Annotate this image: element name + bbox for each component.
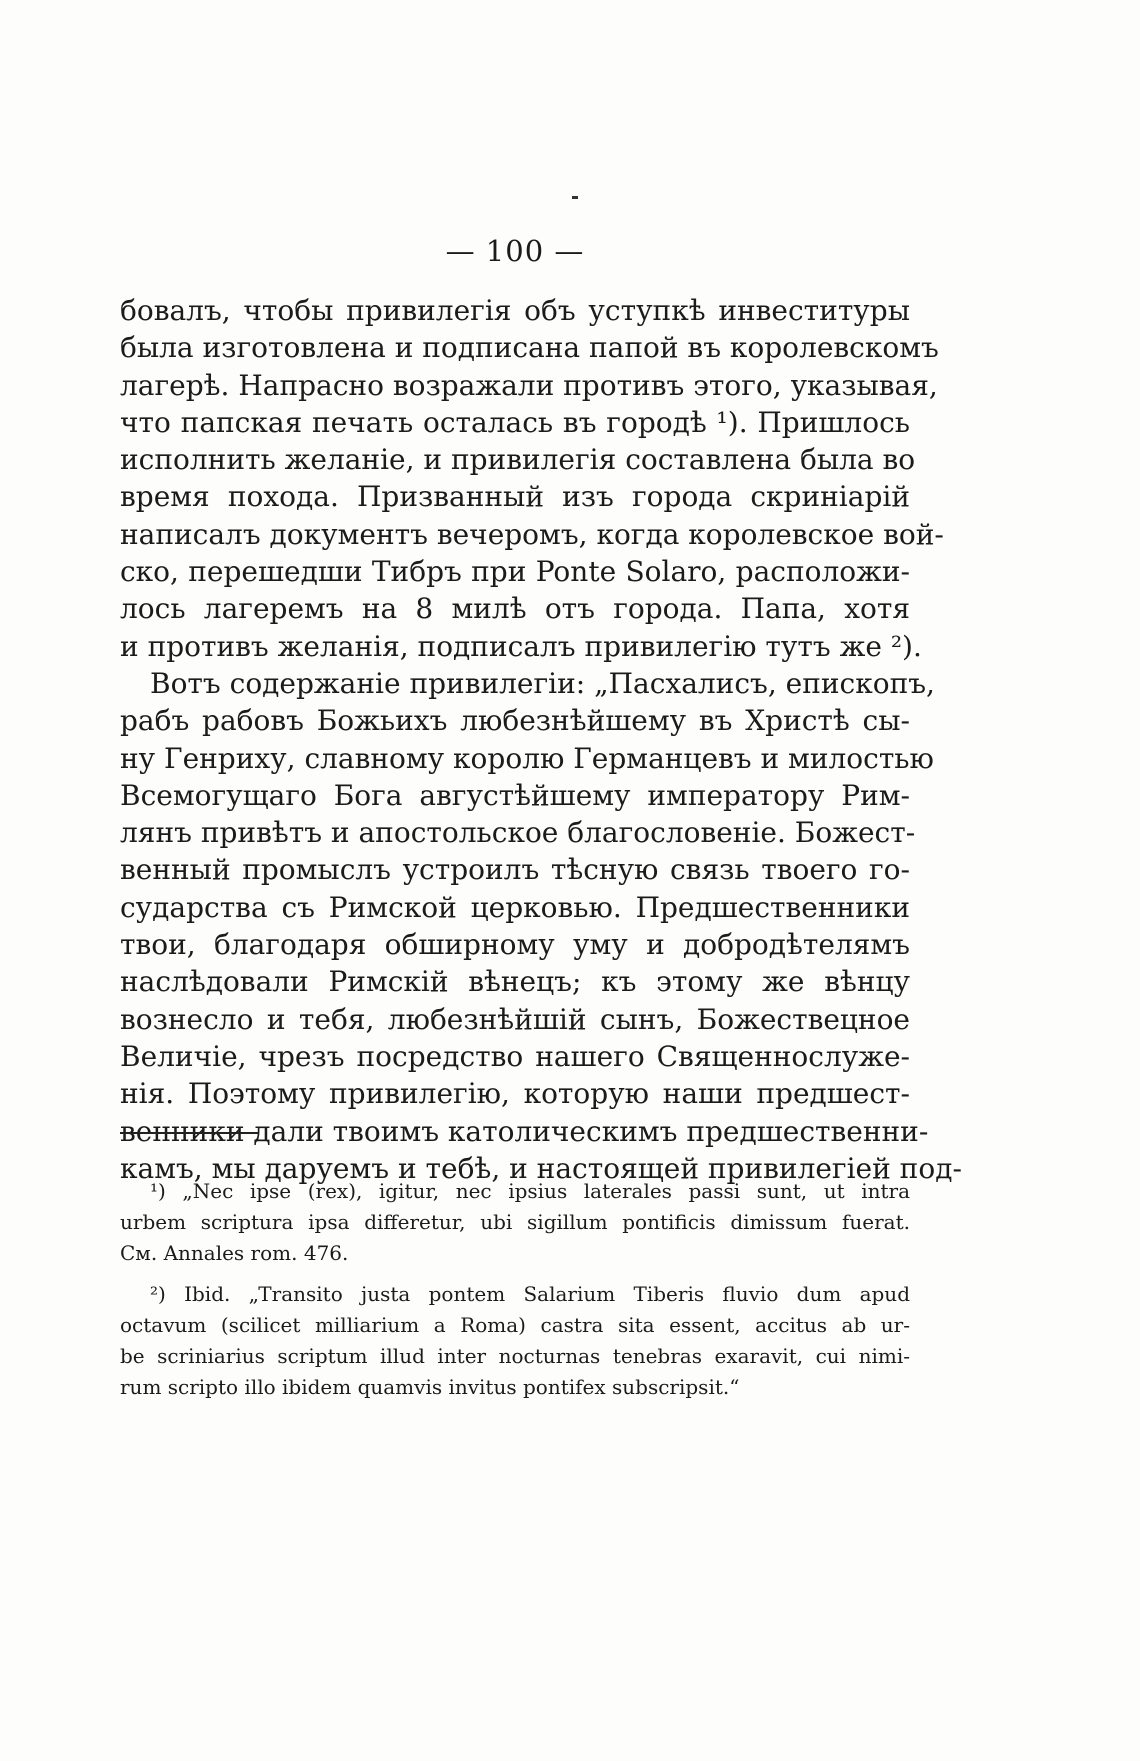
- footnote-line: urbem scriptura ipsa differetur, ubi sigillum pontificis dimissum fuerat.: [120, 1210, 910, 1234]
- text-line: Вотъ содержаніе привилегіи: „Пасхалисъ, епископъ,: [150, 666, 935, 700]
- text-line: лагерѣ. Напрасно возражали противъ этого, указывая,: [120, 368, 938, 402]
- footnote-1: [120, 1176, 910, 1269]
- text-line: венный промыслъ устроилъ тѣсную связь твоего го-: [120, 853, 910, 887]
- text-line: наслѣдовали Римскій вѣнецъ; къ этому же вѣнцу: [120, 965, 910, 999]
- text-line: и противъ желанія, подписалъ привилегію тутъ же ²).: [120, 629, 922, 663]
- text-line: лось лагеремъ на 8 милѣ отъ города. Папа, хотя: [120, 592, 910, 626]
- text-line: что папская печать осталась въ городѣ ¹). Пришлось: [120, 405, 910, 439]
- text-line: вознесло и тебя, любезнѣйшій сынъ, Божествецное: [120, 1002, 910, 1036]
- footnote-separator: [120, 1132, 258, 1134]
- text-line: лянъ привѣтъ и апостольское благословеніе. Божест-: [120, 816, 916, 850]
- main-text: [120, 292, 962, 1187]
- text-line: ско, перешедши Тибръ при Ponte Solaro, расположи-: [120, 555, 910, 589]
- text-line: сударства съ Римской церковью. Предшественники: [120, 890, 910, 924]
- text-line: ну Генриху, славному королю Германцевъ и милостью: [120, 741, 934, 775]
- footnote-line: ²) Ibid. „Transito justa pontem Salarium Tiberis fluvio dum apud: [150, 1282, 910, 1306]
- footnote-line: ¹) „Nec ipse (rex), igitur, nec ipsius laterales passi sunt, ut intra: [150, 1179, 910, 1203]
- text-line: исполнить желаніе, и привилегія составлена была во: [120, 443, 916, 477]
- print-speck: [572, 196, 578, 199]
- footnotes: [120, 1176, 910, 1413]
- text-line: Величіе, чрезъ посредство нашего Священнослуже-: [120, 1039, 910, 1073]
- text-line: бовалъ, чтобы привилегія объ уступкѣ инвеституры: [120, 294, 910, 327]
- text-line: рабъ рабовъ Божьихъ любезнѣйшему въ Христѣ сы-: [120, 704, 910, 738]
- text-line: венники дали твоимъ католическимъ предшественни-: [120, 1114, 929, 1148]
- text-line: нія. Поэтому привилегію, которую наши предшест-: [120, 1077, 910, 1111]
- text-line: камъ, мы даруемъ и тебѣ, и настоящей привилегіей под-: [120, 1151, 962, 1185]
- text-line: твои, благодаря обширному уму и добродѣтелямъ: [120, 928, 910, 962]
- text-line: была изготовлена и подписана папой въ королевскомъ: [120, 331, 939, 365]
- footnote-line: rum scripto illo ibidem quamvis invitus pontifex subscripsit.“: [120, 1375, 740, 1399]
- text-line: Всемогущаго Бога августѣйшему императору Рим-: [120, 778, 910, 812]
- text-line: время похода. Призванный изъ города скриніарій: [120, 480, 910, 514]
- footnote-line: be scriniarius scriptum illud inter nocturnas tenebras exaravit, cui nimi-: [120, 1344, 910, 1368]
- page-number: — 100 —: [445, 234, 585, 268]
- footnote-line: См. Annales rom. 476.: [120, 1241, 349, 1265]
- footnote-line: octavum (scilicet milliarium a Roma) castra sita essent, accitus ab ur-: [120, 1313, 910, 1337]
- footnote-2: [120, 1279, 910, 1403]
- text-line: написалъ документъ вечеромъ, когда королевское вой-: [120, 517, 944, 551]
